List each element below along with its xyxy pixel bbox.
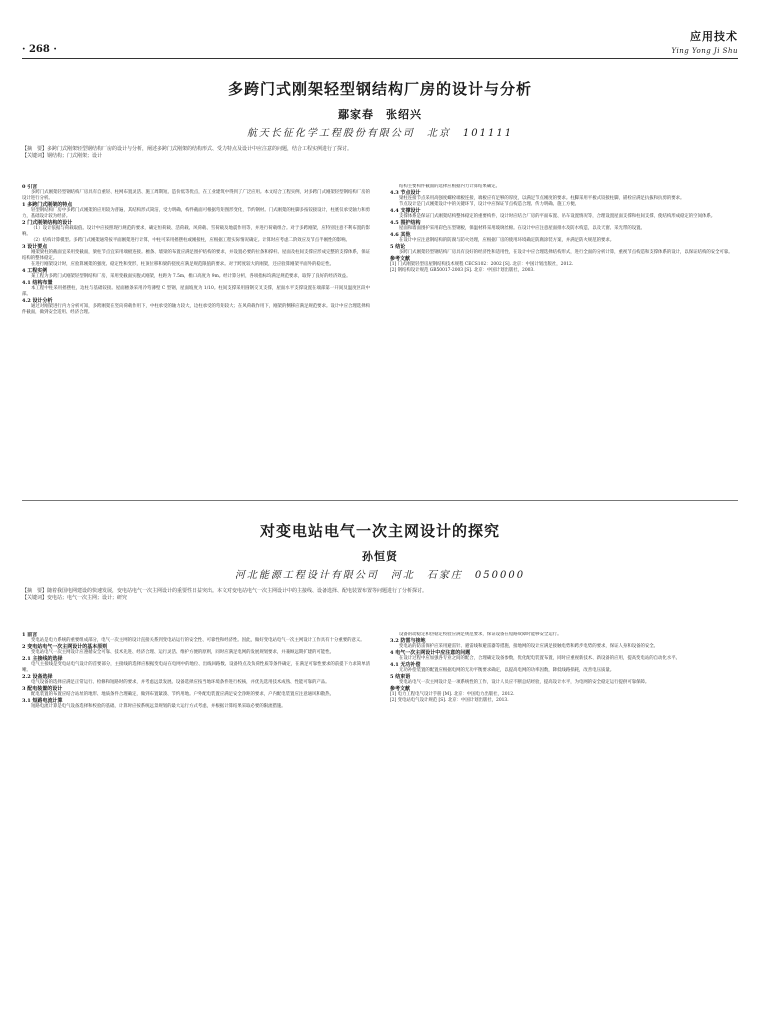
- column-name: 应用技术: [690, 30, 738, 43]
- article1-title: 多跨门式刚架轻型钢结构厂房的设计与分析: [227, 80, 532, 98]
- article2-paragraph: 变电站电气一次主网设计是一项系统性的工作，设计人员应不断总结经验，提高设计水平，为电网的安全稳定运行提供可靠保障。: [399, 680, 650, 685]
- article2-left-column: [22, 632, 370, 1004]
- article1-section-heading: 4.1 结构布置: [22, 280, 53, 286]
- article2-paragraph: 电气主接线是变电站电气设计的首要部分，主接线的选择应根据变电站在电网中的地位、出线回路数、设备特点及负荷性质等条件确定，在满足可靠性要求的前提下力求简单清晰。: [22, 662, 370, 673]
- article2-section-heading: 3 配电装置的设计: [22, 686, 63, 692]
- article1-paragraph: 刚架梁柱的截面宜采用变截面，梁柱节点宜采用端板连接。檩条、墙梁的布置应满足围护结构的要求，并设置必要的拉条和撑杆。屋面及柱间支撑应形成完整的支撑体系，保证结构的整体稳定。: [22, 250, 370, 261]
- article1-paragraph: 梁柱连接节点采用高强度螺栓端板连接，端板应有足够的厚度，以满足节点刚度的要求。柱脚采用平板式铰接柱脚，锚栓应满足抗拔和抗剪的要求。: [399, 196, 685, 201]
- article2-abstract-text: 【摘 要】随着我国电网建设的快速发展，变电站电气一次主网设计的重要性日益突出。本文对变电站电气一次主网设计中的主接线、设备选择、配电装置布置等问题进行了分析探讨。: [22, 588, 428, 594]
- article2-section-heading: 5 结束语: [390, 674, 411, 680]
- article1-affiliation: 航天长征化学工程股份有限公司 北京 101111: [246, 128, 514, 139]
- article2-section-heading: 2.1 主接线的选择: [22, 656, 63, 662]
- article2-section-heading: 3.1 短路电流计算: [22, 698, 63, 704]
- article2-title: 对变电站电气一次主网设计的探究: [259, 522, 500, 540]
- article2-abstract: [22, 588, 738, 602]
- article1-paragraph: 通过对刚架进行内力分析可知，多跨刚架在竖向荷载作用下，中柱承受的轴力较大，边柱承受的弯矩较大；在风荷载作用下，刚架的侧移应满足规范要求。设计中应合理选择构件截面，做到安全适用、经济合理。: [22, 304, 370, 315]
- article2-section-heading: 参考文献: [390, 686, 411, 692]
- article1-section-heading: 4 工程实例: [22, 268, 48, 274]
- article2-affiliation: 河北能源工程设计有限公司 河北 石家庄 050000: [234, 570, 526, 581]
- article2-paragraph: 配电装置的布置应结合站址的地形、地质条件合理确定，做到布置紧凑、节约用地。户外配电装置应满足安全净距的要求，户内配电装置应注意通风和散热。: [31, 692, 334, 697]
- article1-paragraph: 在进行刚架设计时，应验算刚架的强度、稳定性和变形，柱顶位移和梁的挠度应满足规范限值的要求。对于跨度较大的刚架，还应验算刚架平面外的稳定性。: [31, 262, 334, 267]
- article1-abstract: [22, 146, 738, 160]
- article2-paragraph: 变电站电气一次主网设计应遵循安全可靠、技术先进、经济合理、运行灵活、维护方便的原则，同时应满足电网的发展规划要求，并兼顾远期扩建的可能性。: [31, 650, 334, 655]
- article1-section-heading: 4.2 设计分析: [22, 298, 53, 304]
- article2-paragraph: 短路电流计算是电气设备选择和校验的基础，计算时应按系统远景规划的最大运行方式考虑，并根据计算结果采取必要的限流措施。: [31, 704, 286, 709]
- article2-paragraph: 在设计过程中应加强各专业之间的配合，合理确定设备参数，优化配电装置布置，同时应重视新技术、新设备的应用，提高变电站的自动化水平。: [399, 656, 681, 661]
- article1-section-heading: 3 设计要点: [22, 244, 48, 250]
- article2-section-heading: 1 前言: [22, 632, 38, 638]
- article2-keywords: 【关键词】变电站；电气一次主网；设计；研究: [22, 595, 128, 601]
- article1-paragraph: 某工程为多跨门式刚架轻型钢结构厂房，采用变截面实腹式刚架，柱距为 7.5m，檐口高度为 9m。经计算分析，各项指标均满足规范要求，取得了良好的经济效益。: [31, 274, 351, 279]
- running-header: [22, 28, 738, 59]
- article1-authors: 鄢家春 张绍兴: [338, 108, 422, 121]
- article2-paragraph: 设备的动稳定和热稳定校验应满足规范要求，保证设备在短路故障时能够安全运行。: [399, 632, 562, 637]
- article1-keywords: 【关键词】钢结构；门式刚架；设计: [22, 153, 103, 159]
- column-name-pinyin: Ying Yong Ji Shu: [671, 47, 738, 55]
- article1-reference: [1] 门式刚架轻型房屋钢结构技术规程 CECS102：2002 [S]. 北京：中国计划出版社，2012.: [390, 262, 574, 267]
- article1-paragraph: （1）设计依据与荷载取值。设计中应按照现行规范的要求，确定恒荷载、活荷载、风荷载、雪荷载及地震作用等，并进行荷载组合。对于多跨刚架，应特别注意不利布置的影响。: [22, 226, 370, 237]
- article1-section-heading: 1 多跨门式刚架的特点: [22, 202, 73, 208]
- article2-paragraph: 变电站的防雷保护应采用避雷针、避雷线和避雷器等措施，接地网的设计应满足接触电势和跨步电势的要求，保证人身和设备的安全。: [399, 644, 659, 649]
- article1-paragraph: 轻型钢结构厂房中多跨门式刚架的应用较为普遍，其结构形式简洁，受力明确，构件截面可根据弯矩图形变化，节约钢材。门式刚架的柱脚多按铰接设计，柱底仅承受轴力和剪力，基础设计较为经济。: [22, 208, 370, 219]
- article1-left-column: [22, 184, 370, 490]
- article1-paragraph: 在设计中应注意钢结构的防腐与防火处理，应根据厂房的使用环境确定防腐涂装方案，并满足防火规范的要求。: [399, 238, 615, 243]
- article1-section-heading: 参考文献: [390, 256, 411, 262]
- article1-section-heading: 4.4 支撑设计: [390, 208, 421, 214]
- article1-section-heading: 2 门式刚架结构的设计: [22, 220, 73, 226]
- article1-section-heading: 4.6 其他: [390, 232, 411, 238]
- article1-section-heading: 5 结论: [390, 244, 406, 250]
- article1-paragraph: 结构主要构件截面的选择应根据内力计算结果确定。: [399, 184, 500, 189]
- article1-paragraph: （2）结构计算模型。多跨门式刚架通常按平面刚架进行计算，中柱可采用摇摆柱或刚接柱，应根据工程实际情况确定。计算时应考虑二阶效应及节点半刚性的影响。: [31, 238, 350, 243]
- article2-paragraph: 无功补偿装置的配置应根据电网的无功平衡要求确定，以提高电网的功率因数，降低线路损耗，改善电压质量。: [399, 668, 615, 673]
- article2-paragraph: 变电站是电力系统的重要组成部分，电气一次主网的设计直接关系到变电站运行的安全性、可靠性和经济性。因此，做好变电站电气一次主网设计工作具有十分重要的意义。: [31, 638, 365, 643]
- article2-authors: 孙恒贤: [362, 550, 398, 563]
- article1-paragraph: 节点设计是门式刚架设计中的关键环节，设计中应保证节点构造合理、传力明确、施工方便。: [399, 202, 580, 207]
- article2-section-heading: 2 变电站电气一次主网设计的基本原则: [22, 644, 108, 650]
- article1-right-column: [390, 184, 738, 490]
- article-divider: [22, 500, 738, 501]
- article1-section-heading: 4.3 节点设计: [390, 190, 421, 196]
- article2-section-heading: 2.2 设备选择: [22, 674, 53, 680]
- article1-section-heading: 4.5 围护结构: [390, 220, 421, 226]
- article1-abstract-text: 【摘 要】多跨门式刚架轻型钢结构厂房的设计与分析，阐述多跨门式刚架的结构形式、受力特点及设计中应注意的问题，结合工程实例进行了探讨。: [22, 146, 353, 152]
- article1-section-heading: 0 引言: [22, 184, 38, 190]
- article1-paragraph: 多跨门式刚架轻型钢结构厂房具有良好的经济性和适用性，在设计中应合理选择结构形式，进行全面的分析计算，重视节点构造和支撑体系的设计，以保证结构的安全可靠。: [399, 250, 733, 255]
- article1-paragraph: 屋面和墙面围护采用彩色压型钢板，保温材料采用玻璃丝棉。在设计中应注意屋面排水及防水构造，以及天窗、采光带的设置。: [399, 226, 645, 231]
- article2-section-heading: 3.2 防雷与接地: [390, 638, 426, 644]
- article2-right-column: [390, 632, 738, 1004]
- article2-reference: [2] 变电站电气设计规范 [S]. 北京：中国计划出版社，2013.: [390, 698, 509, 703]
- article1-paragraph: 本工程中柱采用摇摆柱，边柱与基础铰接。屋面檩条采用冷弯薄壁 C 型钢，屋面坡度为 1/10。柱间支撑采用圆钢交叉支撑，屋面水平支撑设置在端部第一开间及温度区段中部。: [22, 286, 370, 297]
- page-number: · 268 ·: [22, 44, 57, 55]
- article2-section-heading: 4 电气一次主网设计中应注意的问题: [390, 650, 471, 656]
- article1-paragraph: 多跨门式刚架轻型钢结构厂房具有自重轻、柱网布置灵活、施工周期短、造价低等优点，在工业建筑中得到了广泛应用。本文结合工程实例，对多跨门式刚架轻型钢结构厂房的设计进行分析。: [22, 190, 370, 201]
- article2-reference: [1] 电力工程电气设计手册 [M]. 北京：中国电力出版社，2012.: [390, 692, 515, 697]
- article1-paragraph: 支撑体系是保证门式刚架结构整体稳定的重要构件，设计时应结合厂房的平面布置、吊车设置情况等，合理设置屋面支撑和柱间支撑，使结构形成稳定的空间体系。: [399, 214, 716, 219]
- article1-reference: [2] 钢结构设计规范 GB50017-2003 [S]. 北京：中国计划出版社，2003.: [390, 268, 535, 273]
- article2-paragraph: 电气设备的选择应满足正常运行、检修和短路时的要求，并考虑远景发展。设备选择应按当地环境条件进行校核，并优先选用技术成熟、性能可靠的产品。: [31, 680, 330, 685]
- article2-section-heading: 4.1 无功补偿: [390, 662, 421, 668]
